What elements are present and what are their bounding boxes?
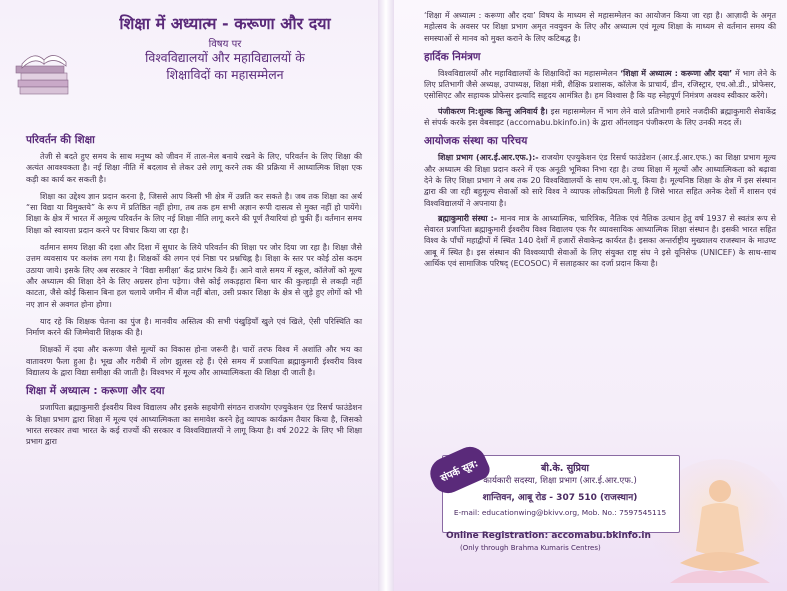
paragraph: याद रहे कि शिक्षक चेतना का पुंज है। मानवीय अस्तित्व की सभी पंखुड़ियाँ खुले एवं खिले, ऐसी परिस्थिति का निर्माण करने की जिम्मेवारी शिक्षक की है।: [26, 316, 362, 338]
paragraph: तेजी से बदते हुए समय के साथ मनुष्य को जीवन में ताल-मेल बनाये रखने के लिए, परिवर्तन के लिए शिक्षा की अत्यंत आवश्यकता है। नई शिक्षा नीति में बदलाव से लेकर उसे लागू करने तक की प्रक्रिया में आध्यात्मिक शिक्षा एक कड़ी का कार्य कर सकती है।: [26, 152, 362, 184]
registration-label: पंजीकरण नि:शुल्क किन्तु अनिवार्य है।: [438, 106, 548, 116]
paragraph: शिक्षकों में दया और करूणा जैसे मूल्यों का विकास होना जरूरी है। चारों तरफ विश्व में अशांति और भय का वातावरण फैला हुआ है। भूख और गरीबी में लोग झुलस रहे हैं। ऐसे समय में प्रजापिता ब्रह्माकुमारी ईश्वरीय विश्व विद्यालय के द्वारा विद्या समीक्षा की जाती है। विश्वभर में मूल्य और आध्यात्मिकता की शिक्षा दी जाती है।: [26, 345, 362, 378]
page-fold: [378, 0, 394, 591]
section-heading-nimantran: हार्दिक निमंत्रण: [424, 50, 481, 63]
paragraph: प्रजापिता ब्रह्माकुमारी ईश्वरीय विश्व विद्यालय और इसके सहयोगी संगठन राजयोग एज्युकेशन एंड रिसर्च फाउंडेशन के शिक्षा प्रभाग द्वारा शिक्षा में मूल्य एवं आध्यात्मिकता का समावेश करने हेतु व्यापक कार्यक्रम तैयार किया है, जिसको भारत सरकार तथा भारत के कई राज्यों की सरकार व विश्वविद्यालयों ने लागू किया है। वर्ष 2022 के लिए भी शिक्षा प्रभाग द्वारा: [26, 403, 362, 447]
contact-email[interactable]: E-mail: educationwing@bkivv.org, Mob. No.: 7597545115: [453, 508, 667, 517]
invitation-lead: विश्वविद्यालयों और महाविद्यालयों के शिक्षाविदों का महासम्मेलन: [438, 68, 618, 78]
invitation-text: में भाग लेने के लिए प्रतिभागी जैसे अध्यक्ष, उपाध्यक्ष, शिक्षा मंत्री, शैक्षिक प्रशासक, कॉलेज के प्राचार्य, डीन, रजिस्ट्रार, एच.ओ.डी., प्रोफेसर, एसोसिएट और सहायक प्रोफेसर इत्यादि सहृदय आमंत्रित है। हम विश्वास है कि यह स्नेहपूर्ण निमंत्रण अवश्य स्वीकार करेंगे।: [424, 68, 776, 101]
paragraph: वर्तमान समय शिक्षा की दशा और दिशा में सुधार के लिये परिवर्तन की शिक्षा पर जोर दिया जा रहा है। शिक्षा जैसे उत्तम व्यवसाय पर कलंक लग गया है। शिक्षकों की लगन एवं निष्ठा पर प्रश्नचिह्न है। शिक्षा के स्तर पर कोई ठोस कदम उठाया जाये। इसके लिए अब सरकार ने ‘विद्या समीक्षा’ केंद्र प्रारंभ किये हैं। आने वाले समय में स्कूल, कॉलेजों को मूल्य और अध्यात्म की शिक्षा देने के लिए अग्रसर होना पड़ेगा। जैसे कोई लकड़हारा बिना धार की कुल्हाड़ी से लकड़ी नहीं काटता, जैसे कोई किसान बिना हल चलाये जमीन में बीज नहीं बोता, उसी प्रकार शिक्षा के क्षेत्र से जुड़े हुए लोगों को भी नए ज्ञान से अवगत होना होगा।: [26, 243, 362, 309]
section-heading-adhyatm: शिक्षा में अध्यात्म : करूणा और दया: [26, 385, 165, 398]
contact-stamp: संपर्क सूत्र:: [425, 442, 493, 498]
section-heading-aayojak: आयोजक संस्था का परिचय: [424, 135, 528, 148]
paragraph-registration: [424, 106, 776, 129]
section-heading-parivartan: परिवर्तन की शिक्षा: [26, 134, 95, 146]
paragraph-shiksha-prabhag: [424, 152, 776, 208]
subtitle-topic: विषय पर: [208, 39, 242, 50]
subtitle-line-1: विश्वविद्यालयों और महाविद्यालयों के: [145, 50, 305, 65]
left-column: [26, 133, 362, 448]
brahmakumari-label: ब्रह्माकुमारी संस्था :-: [438, 213, 498, 223]
subtitle-line-2: शिक्षाविदों का महासम्मेलन: [166, 67, 284, 82]
invitation-topic: ‘शिक्षा में अध्यात्म : करूणा और दया’: [620, 68, 733, 78]
books-icon: [12, 40, 74, 100]
contact-role: कार्यकारी सदस्या, शिक्षा प्रभाग (आर.ई.आर.एफ.): [483, 476, 637, 486]
contact-name: बी.के. सुप्रिया: [541, 463, 589, 474]
registration-text: इस महासम्मेलन में भाग लेने वाले प्रतिभागी हमारे नजदीकी ब्रह्माकुमारी सेवाकेंद्र से संपर्क करके इस वेबसाइट (accomabu.bkinfo.in) के द्वारा ऑनलाइन पंजीकरण के लिए उनकी मदद लें।: [424, 106, 776, 128]
brahmakumari-text: मानव मात्र के आध्यात्मिक, चारित्रिक, नैतिक एवं नैतिक उत्थान हेतु वर्ष 1937 से स्वतंत्र रूप से सेवारत प्रजापिता ब्रह्माकुमारी ईश्वरीय विश्व विद्यालय एक गैर व्यावसायिक आध्यात्मिक शिक्षा संस्थान है। इसकी भारत सहित विश्व के पाँचों महाद्वीपों में स्थित 140 देशों में हजारों सेवाकेन्द्र कार्यरत है। इसका अन्तर्राष्ट्रीय मुख्यालय राजस्थान के माउण्ट आबू में स्थित है। इस संस्थान की विश्वव्यापी सेवाओं के लिए संयुक्त राष्ट्र संघ ने इसे यूनिसेफ (UNICEF) के साथ-साथ आर्थिक एवं सामाजिक परिषद् (ECOSOC) में सलाहकार का दर्जा प्रदान किया है।: [424, 213, 777, 269]
shiksha-prabhag-text: राजयोग एज्युकेशन एंड रिसर्च फाउंडेशन (आर.ई.आर.एफ.) का शिक्षा प्रभाग मूल्य और अध्यात्म की शिक्षा प्रदान करने में एक अनूठी भूमिका निभा रहा है। उच्च शिक्षा में मूल्यों और आध्यात्मिकता को बढ़ावा देने के लिए शिक्षा प्रभाग ने अब तक 20 विश्वविद्यालयों के साथ एम.ओ.यू. किया है। मूल्यनिष्ठ शिक्षा के क्षेत्र में इस संस्थान द्वारा की जा रही बहुमूल्य सेवाओं को सारे विश्व ने व्यापक लोकप्रियता मिली है जिसे भारत सहित अनेक देशों में शासन एवं विश्वविद्यालयों ने अपनाया है।: [424, 153, 776, 208]
contact-address: शान्तिवन, आबू रोड - 307 510 (राजस्थान): [482, 493, 638, 503]
right-column: [424, 10, 776, 269]
paragraph: ‘शिक्षा में अध्यात्म : करूणा और दया’ विषय के माध्यम से महासम्मेलन का आयोजन किया जा रहा है। आज़ादी के अमृत महोत्सव के अवसर पर शिक्षा प्रभाग अमृत नवयुवन के लिए और अध्यात्म एवं मूल्य शिक्षा के माध्यम से वर्तमान समय की समस्याओं से मानव को मुक्त कराने के लिए कटिबद्ध है।: [424, 11, 776, 43]
online-registration-link[interactable]: Online Registration: accomabu.bkinfo.in: [446, 531, 651, 541]
subtitle-event: [80, 49, 370, 83]
page-title: शिक्षा में अध्यात्म - करूणा और दया: [119, 14, 331, 33]
paragraph-brahmakumari: [424, 213, 776, 269]
online-registration-note: (Only through Brahma Kumaris Centres): [460, 544, 601, 552]
left-panel: [0, 0, 378, 591]
shiksha-prabhag-label: शिक्षा प्रभाग (आर.ई.आर.एफ.):-: [438, 153, 539, 163]
paragraph-invitation: [424, 68, 776, 102]
paragraph: शिक्षा का उद्देश्य ज्ञान प्रदान करना है, जिससे आप किसी भी क्षेत्र में उन्नति कर सकते है। जब तक शिक्षा का अर्थ “सा विद्या या विमुक्तये” के रूप में प्रतिष्ठित नहीं होगा, तब तक हम सभी अज्ञान रूपी दासत्व से मुक्त नहीं हो पायेंगे। शिक्षा के क्षेत्र में भारत में अमूल्य परिवर्तन के लिए नई शिक्षा नीति लागू करने की पूर्ण तैयारियां हो चुकी हैं। वर्तमान समय शिक्षा को स्वायत्ता प्रदान करने पर विचार किया जा रहा है।: [26, 191, 362, 235]
